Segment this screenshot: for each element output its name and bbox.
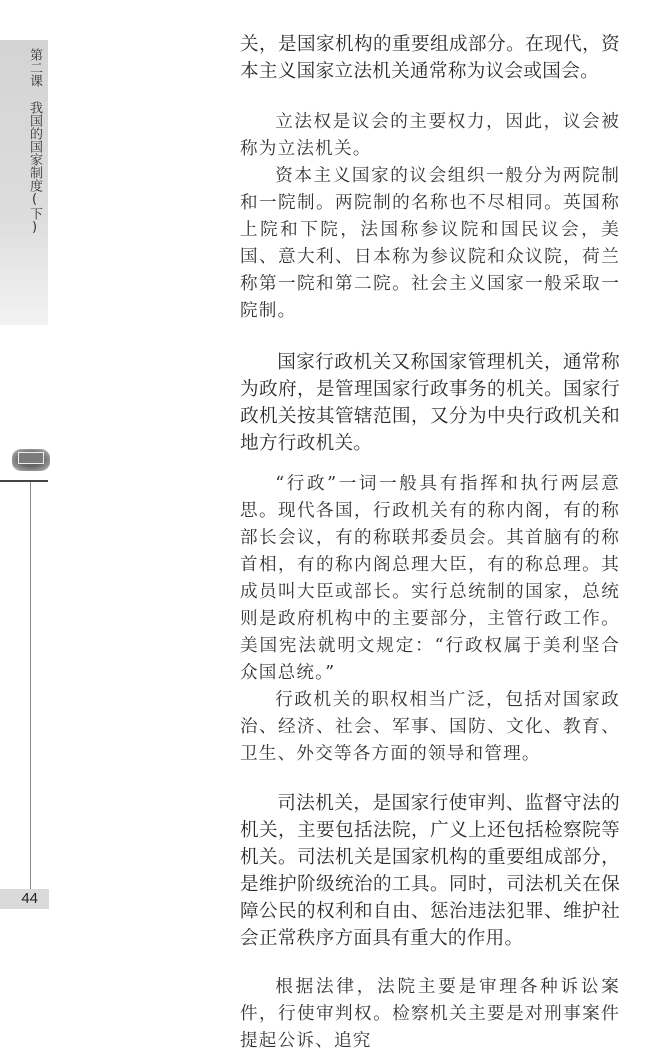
note-administrative-powers: 行政机关的职权相当广泛，包括对国家政治、经济、社会、军事、国防、文化、教育、卫生、外交等各方面的领导和管理。 bbox=[240, 690, 620, 764]
note-parliament-systems: 资本主义国家的议会组织一般分为两院制和一院制。两院制的名称也不尽相同。英国称上院和下院，法国称参议院和国民议会，美国、意大利、日本称为参议院和众议院，荷兰称第一院和第二院。社会主义国家一般采取一院制。 bbox=[240, 166, 620, 321]
main-text-column bbox=[240, 31, 620, 1055]
note-courts-procuratorate: 根据法律，法院主要是审理各种诉讼案件，行使审判权。检察机关主要是对刑事案件提起公诉、追究 bbox=[240, 977, 620, 1051]
lesson-label: 第二课 bbox=[27, 48, 42, 87]
note-administration-meaning: “行政”一词一般具有指挥和执行两层意思。现代各国，行政机关有的称内阁，有的称部长会议，有的称联邦委员会。其首脑有的称首相，有的称内阁总理大臣，有的称总理。其成员叫大臣或部长。实行总统制的国家，总统则是政府机构中的主要部分，主管行政工作。美国宪法就明文规定：“行政权属于美利坚合众国总统。” bbox=[240, 474, 620, 683]
page-number: 44 bbox=[0, 889, 49, 909]
paragraph-judicial-organs: 司法机关，是国家行使审判、监督守法的机关，主要包括法院，广义上还包括检察院等机关。司法机关是国家机构的重要组成部分，是维护阶级统治的工具。同时，司法机关在保障公民的权利和自由、惩治违法犯罪、维护社会正常秩序方面具有重大的作用。 bbox=[240, 793, 620, 949]
sidebar-lesson-heading bbox=[26, 48, 42, 235]
paragraph-legislature-intro: 关，是国家机构的重要组成部分。在现代，资本主义国家立法机关通常称为议会或国会。 bbox=[240, 34, 620, 82]
paragraph-administrative-organs: 国家行政机关又称国家管理机关，通常称为政府，是管理国家行政事务的机关。国家行政机关按其管辖范围，又分为中央行政机关和地方行政机关。 bbox=[240, 352, 620, 454]
book-emblem-icon bbox=[12, 449, 50, 471]
horizontal-rule bbox=[0, 480, 48, 482]
vertical-rule bbox=[30, 482, 31, 890]
lesson-title: 我国的国家制度(下) bbox=[27, 101, 42, 235]
note-legislative-power: 立法权是议会的主要权力，因此，议会被称为立法机关。 bbox=[240, 112, 620, 159]
